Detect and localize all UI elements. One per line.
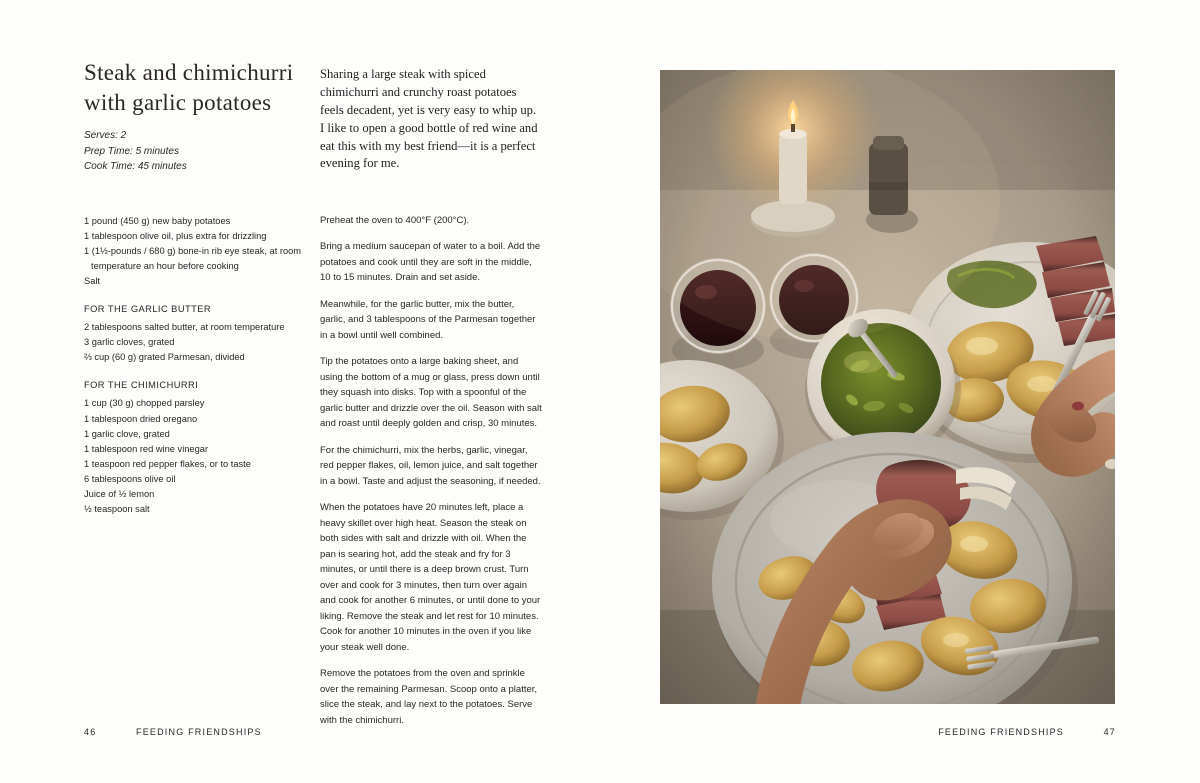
method-step: For the chimichurri, mix the herbs, garlic, vinegar, red pepper flakes, oil, lemon juice, and salt together in a bowl. Taste and adjust the seasoning, if needed.	[320, 444, 541, 487]
ingredient-item: 1 tablespoon olive oil, plus extra for drizzling	[84, 231, 267, 242]
method-step: Remove the potatoes from the oven and sprinkle over the remaining Parmesan. Scoop onto a platter, slice the steak, and lay next to the potatoes. Serve with the chimichurri.	[320, 668, 538, 726]
ingredient-item: temperature an hour before cooking	[91, 261, 239, 272]
ingredient-item: Juice of ½ lemon	[84, 488, 155, 499]
method-step: Tip the potatoes onto a large baking sheet, and using the bottom of a mug or glass, press down until they squash into disks. Top with a spoonful of the garlic butter and drizzle over the oil. Season with salt and roast until deeply golden and crisp, 30 minutes.	[320, 356, 542, 430]
ingredient-item: 3 garlic cloves, grated	[84, 337, 175, 348]
running-head-left: FEEDING FRIENDSHIPS	[136, 727, 262, 737]
method-step: Meanwhile, for the garlic butter, mix the butter, garlic, and 3 tablespoons of the Parmesan together in a bowl until well combined.	[320, 298, 536, 341]
right-page	[600, 0, 1200, 783]
ingredient-item: 2 tablespoons salted butter, at room temperature	[84, 322, 285, 333]
recipe-intro: Sharing a large steak with spiced chimichurri and crunchy roast potatoes feels decadent, yet is very easy to whip up. I like to open a good bottle of red wine and eat this with my best friend—it is a perfect evening for me.	[320, 67, 538, 171]
running-head-right: FEEDING FRIENDSHIPS	[938, 727, 1064, 737]
ingredients-subheading-chimichurri: FOR THE CHIMICHURRI	[84, 380, 199, 391]
recipe-photo	[660, 70, 1115, 704]
ingredient-item: Salt	[84, 276, 101, 287]
ingredient-item: ⅔ cup (60 g) grated Parmesan, divided	[84, 352, 245, 363]
recipe-meta	[84, 128, 314, 175]
page-number-left: 46	[84, 727, 97, 737]
ingredient-item: 1 tablespoon dried oregano	[84, 413, 198, 424]
method-steps	[320, 213, 542, 739]
ingredients-subheading-garlic-butter: FOR THE GARLIC BUTTER	[84, 304, 212, 315]
recipe-title: Steak and chimichurri with garlic potatoes	[84, 60, 294, 116]
ingredient-item: 1 garlic clove, grated	[84, 428, 170, 439]
recipe-serves: Serves: 2	[84, 130, 127, 141]
method-step: Preheat the oven to 400°F (200°C).	[320, 215, 470, 226]
method-step: When the potatoes have 20 minutes left, place a heavy skillet over high heat. Season the steak on both sides with salt and drizzle with oil. When the pan is searing hot, add the steak and fry for 3 minutes, or until there is a deep brown crust. Turn over and cook for 3 minutes, then turn over again and cook for another 6 minutes, or until done to your liking. Remove the steak and let rest for 10 minutes. Cook for another 10 minutes in the oven if you like your steak well done.	[320, 502, 541, 653]
ingredient-item: 1 tablespoon red wine vinegar	[84, 443, 209, 454]
ingredient-item: ½ teaspoon salt	[84, 503, 150, 514]
ingredients-list	[84, 214, 312, 517]
ingredient-item: 1 cup (30 g) chopped parsley	[84, 398, 205, 409]
ingredient-item: 1 (1½-pounds / 680 g) bone-in rib eye steak, at room	[84, 246, 302, 257]
ingredient-item: 6 tablespoons olive oil	[84, 473, 176, 484]
recipe-prep-time: Prep Time: 5 minutes	[84, 145, 179, 157]
page-number-right: 47	[1103, 727, 1116, 737]
recipe-cook-time: Cook Time: 45 minutes	[84, 161, 187, 172]
ingredient-item: 1 teaspoon red pepper flakes, or to taste	[84, 458, 251, 469]
method-step: Bring a medium saucepan of water to a boil. Add the potatoes and cook until they are soft in the middle, 10 to 15 minutes. Drain and set aside.	[320, 241, 541, 284]
ingredient-item: 1 pound (450 g) new baby potatoes	[84, 216, 231, 226]
